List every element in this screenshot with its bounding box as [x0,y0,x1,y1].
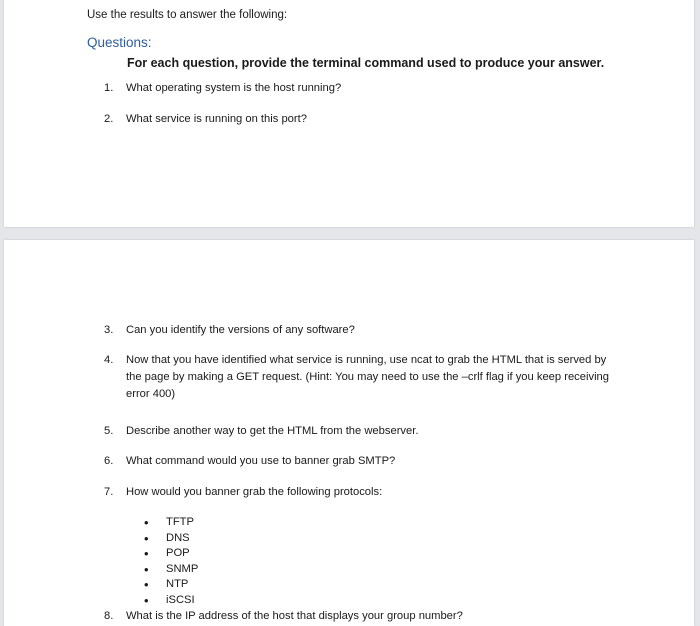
question-number: 3. [104,324,114,336]
question-text: Now that you have identified what service is running, use ncat to grab the HTML that is served by the page by making a GET request. (Hint: You may need to use the –crlf flag if you keep receiving error 400) [126,354,610,400]
question-number: 1. [104,82,114,94]
question-3 [104,322,624,339]
question-number: 5. [104,425,114,437]
question-number: 8. [104,610,114,622]
document-page-2 [4,240,694,626]
protocol-name: DNS [166,532,190,544]
question-2 [104,111,624,128]
question-8 [104,608,624,625]
protocol-name: SNMP [166,563,199,575]
protocol-name: POP [166,547,190,559]
bullet-icon: • [144,515,149,530]
protocol-name: NTP [166,578,189,590]
protocol-name: iSCSI [166,594,195,606]
question-number: 4. [104,354,114,366]
question-text: What operating system is the host running? [126,82,342,94]
bullet-icon: • [144,593,149,608]
instructions-subheading: For each question, provide the terminal command used to produce your answer. [127,56,605,70]
question-text: What command would you use to banner grab SMTP? [126,455,396,467]
question-text: Describe another way to get the HTML from the webserver. [126,425,419,437]
question-1 [104,80,624,97]
questions-heading: Questions: [87,35,152,50]
document-page-1 [4,0,694,227]
bullet-icon: • [144,531,149,546]
bullet-icon: • [144,562,149,577]
question-number: 2. [104,113,114,125]
question-7 [104,484,624,501]
question-text: What service is running on this port? [126,113,307,125]
bullet-icon: • [144,546,149,561]
protocol-name: TFTP [166,516,194,528]
question-6 [104,453,624,470]
question-text: Can you identify the versions of any software? [126,324,355,336]
question-number: 6. [104,455,114,467]
question-4 [104,352,614,403]
question-text: How would you banner grab the following protocols: [126,486,383,498]
intro-text: Use the results to answer the following: [87,9,288,21]
question-number: 7. [104,486,114,498]
bullet-icon: • [144,577,149,592]
question-text: What is the IP address of the host that displays your group number? [126,610,463,622]
question-5 [104,423,624,440]
